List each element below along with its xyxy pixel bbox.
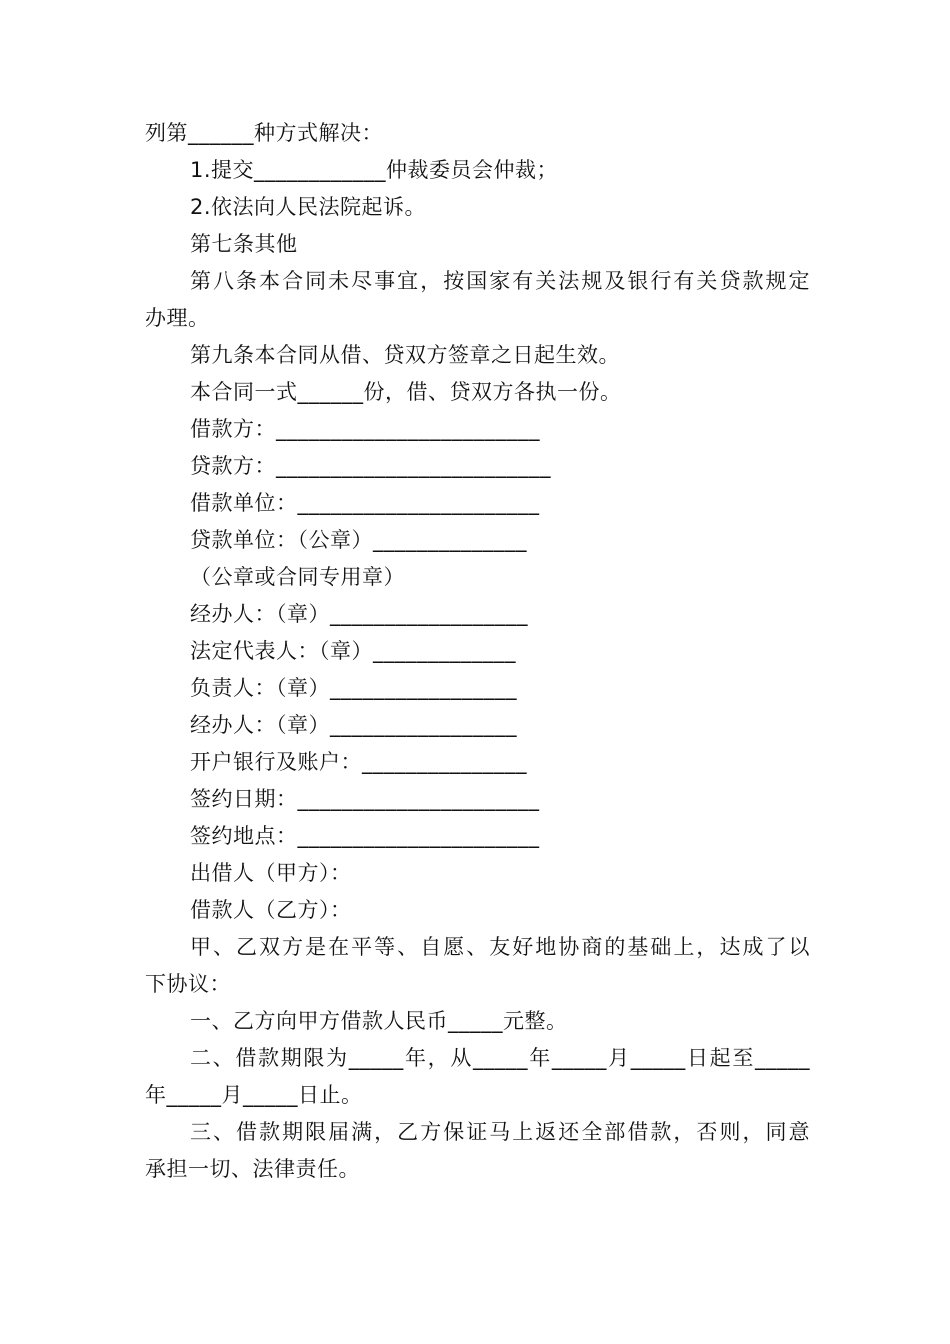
- contract-text-body: [145, 115, 810, 1188]
- document-line: 二、借款期限为_____年，从_____年_____月_____日起至_____: [190, 1046, 810, 1070]
- document-line: 开户银行及账户：_______________: [190, 750, 527, 774]
- document-line: 借款单位：______________________: [190, 491, 540, 515]
- document-line: 第八条本合同未尽事宜，按国家有关法规及银行有关贷款规定: [190, 269, 810, 293]
- document-line: 签约地点：______________________: [190, 824, 540, 848]
- document-line: 借款方：________________________: [190, 417, 540, 441]
- document-line: 列第______种方式解决：: [145, 121, 383, 145]
- document-line: 第七条其他: [190, 232, 298, 256]
- document-line: 1.提交____________仲裁委员会仲裁；: [190, 158, 559, 182]
- document-line: 法定代表人：（章）_____________: [190, 639, 516, 663]
- document-line: 三、借款期限届满，乙方保证马上返还全部借款，否则，同意: [190, 1120, 810, 1144]
- document-line: （公章或合同专用章）: [190, 565, 405, 589]
- document-line: 贷款单位：（公章）______________: [190, 528, 527, 552]
- document-line: 签约日期：______________________: [190, 787, 540, 811]
- document-line: 第九条本合同从借、贷双方签章之日起生效。: [190, 343, 620, 367]
- document-line: 本合同一式______份，借、贷双方各执一份。: [190, 380, 622, 404]
- document-line: 借款人（乙方）：: [190, 898, 352, 922]
- document-line: 甲、乙双方是在平等、自愿、友好地协商的基础上，达成了以: [190, 935, 810, 959]
- document-line: 一、乙方向甲方借款人民币_____元整。: [190, 1009, 568, 1033]
- document-line: 承担一切、法律责任。: [145, 1157, 360, 1181]
- document-line: 经办人：（章）__________________: [190, 602, 528, 626]
- document-line: 办理。: [145, 306, 210, 330]
- document-line: 负责人：（章）_________________: [190, 676, 517, 700]
- document-line: 贷款方：_________________________: [190, 454, 551, 478]
- document-line: 出借人（甲方）：: [190, 861, 352, 885]
- document-line: 2.依法向人民法院起诉。: [190, 195, 427, 219]
- document-line: 下协议：: [145, 972, 231, 996]
- document-line: 经办人：（章）_________________: [190, 713, 517, 737]
- document-line: 年_____月_____日止。: [145, 1083, 363, 1107]
